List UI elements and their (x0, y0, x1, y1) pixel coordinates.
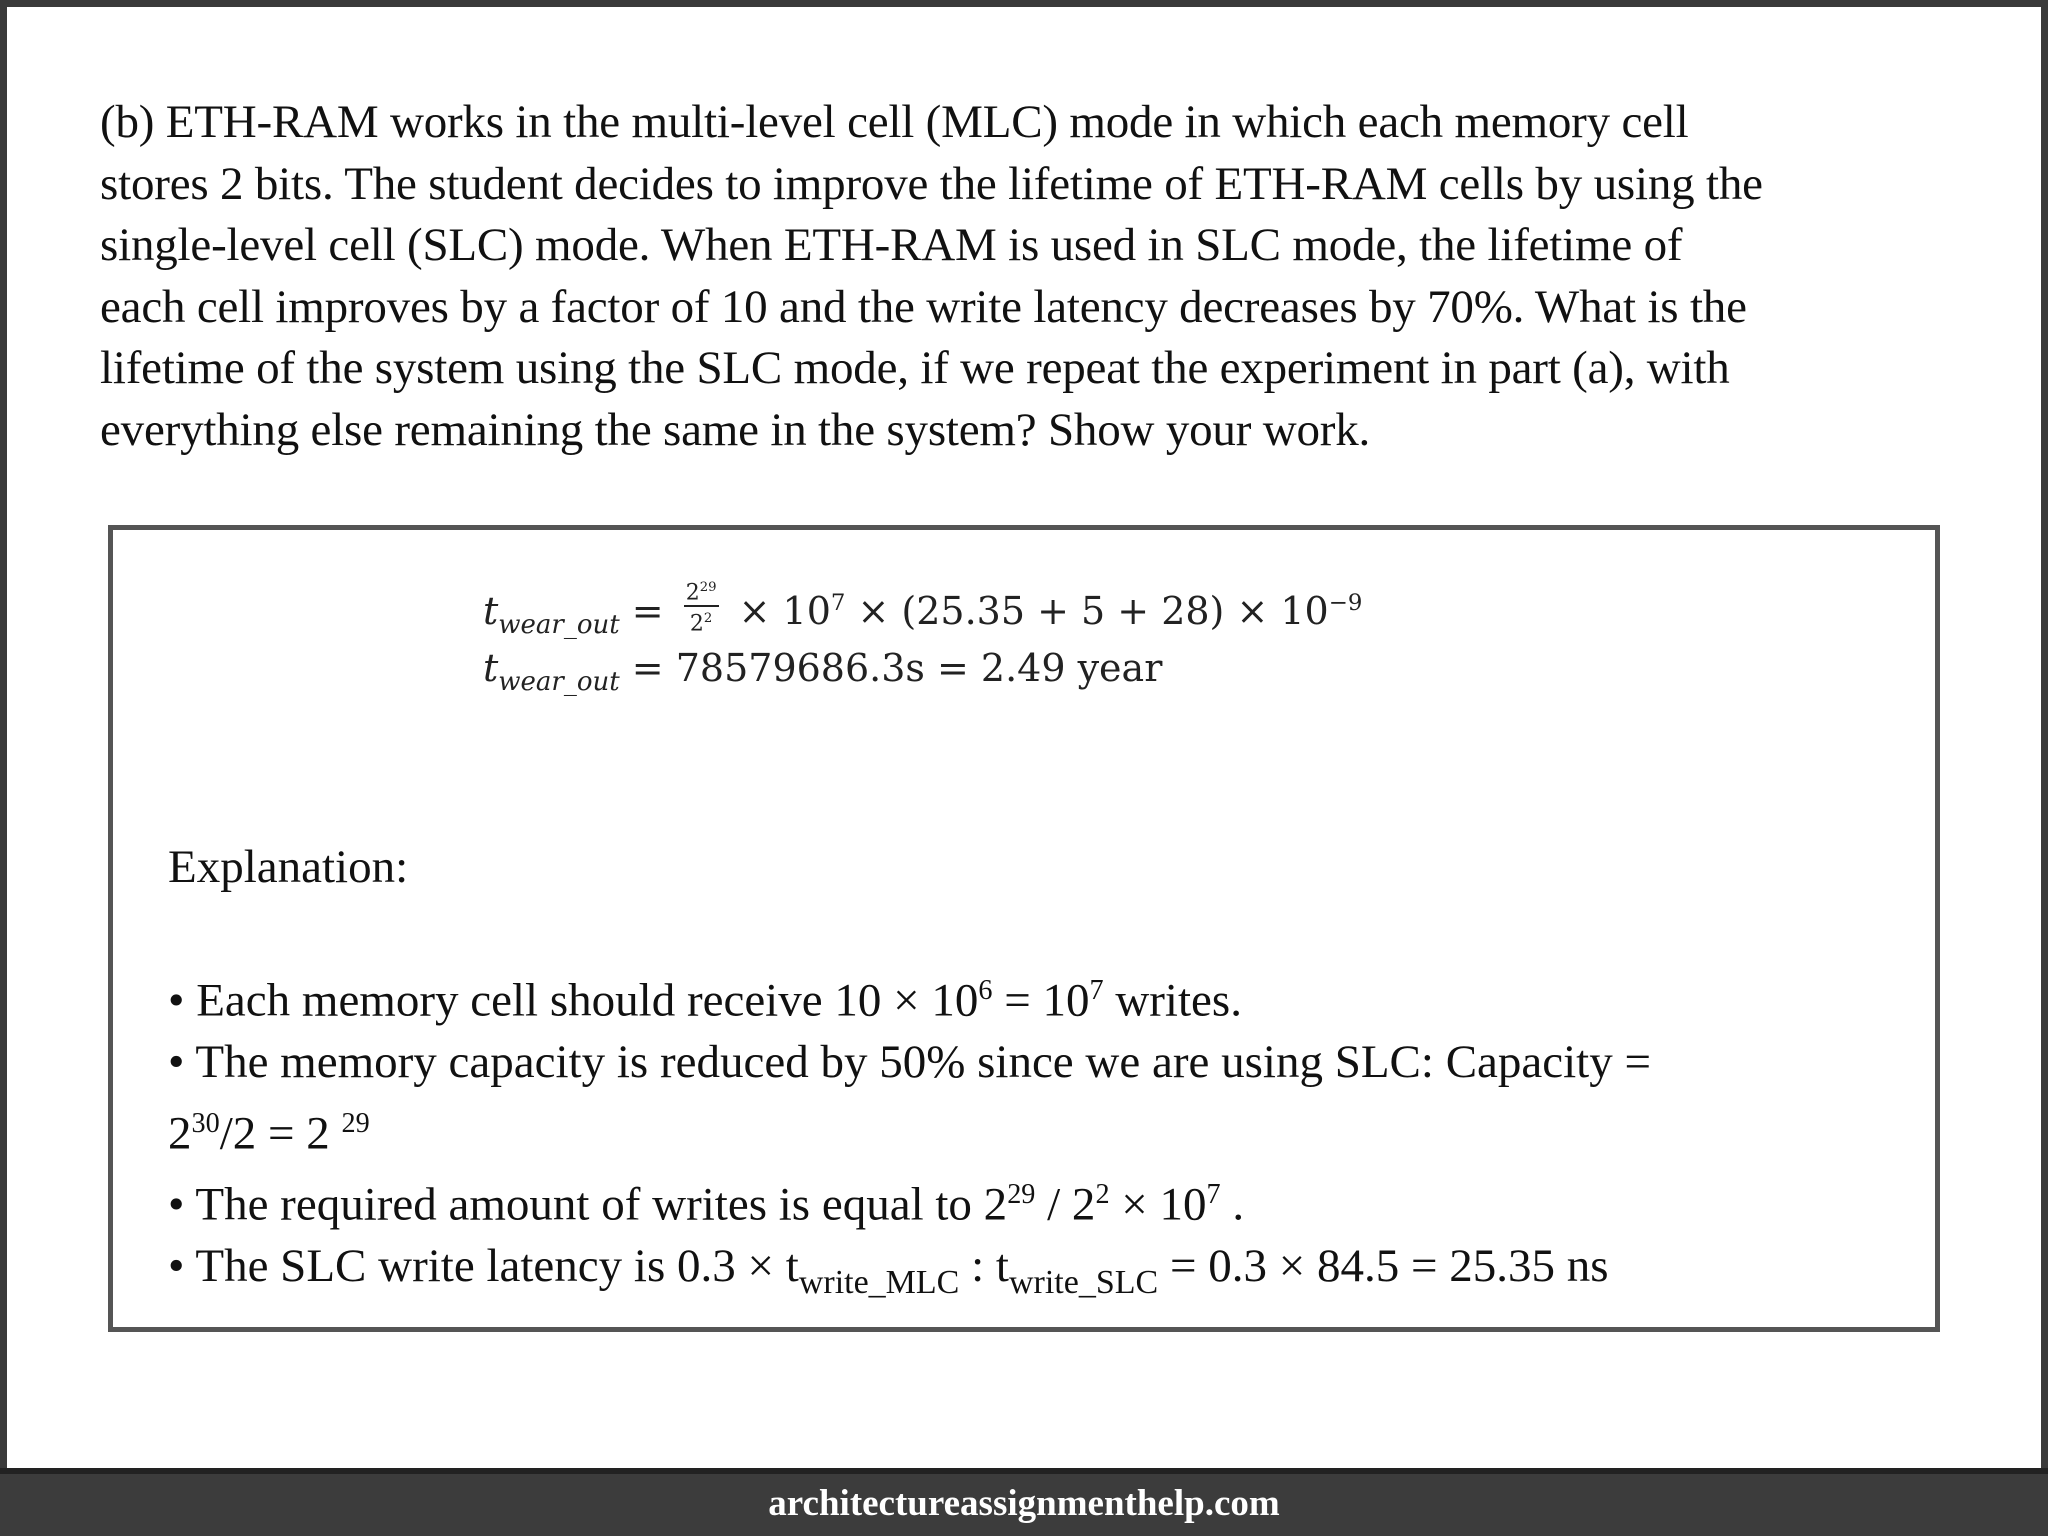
list-item: • The memory capacity is reduced by 50% since we are using SLC: Capacity = (168, 1035, 1652, 1088)
fraction: $\frac{2^{29}}{2^2}$ (684, 576, 719, 637)
question-text (100, 92, 1980, 461)
equation-line-1: $t_{wear\_out}$ = $\frac{2^{29}}{2^2}$ × $10^7 \times (25.35 + 5 + 28) \times 10^{-9}$ (483, 584, 1362, 645)
equation-block (483, 570, 1483, 697)
equation-line-2: $t_{wear\_out} = 78579686.3s = 2.49$ year (483, 646, 1163, 697)
list-item: • The required amount of writes is equal to $2^{29} / 2^2 \times 10^7$ . (168, 1178, 1245, 1231)
footer-site: architectureassignmenthelp.com (0, 1468, 2048, 1536)
explanation-title: Explanation: (168, 841, 409, 893)
list-item: • Each memory cell should receive $10 \times 10^6 = 10^7$ writes. (168, 974, 1242, 1027)
answer-box (108, 525, 1940, 1332)
list-item-continuation: $2^{30}/2 = 2$ $^{29}$ (168, 1107, 370, 1160)
explanation-list (168, 960, 1908, 1301)
list-item: • The SLC write latency is $0.3 \times t_{write\_MLC}$ : $t_{write\_SLC} = 0.3 \times 84.5 = 25.35$ ns (168, 1239, 1609, 1301)
question-line: single-level cell (SLC) mode. When ETH-RAM is used in SLC mode, the lifetime of (100, 219, 1683, 271)
question-line: lifetime of the system using the SLC mode, if we repeat the experiment in part (a), with (100, 342, 1730, 394)
question-line: everything else remaining the same in the system? Show your work. (100, 403, 1371, 456)
question-line: stores 2 bits. The student decides to improve the lifetime of ETH-RAM cells by using the (100, 157, 1763, 210)
question-line: (b) ETH-RAM works in the multi-level cell (MLC) mode in which each memory cell (100, 96, 1689, 148)
question-line: each cell improves by a factor of 10 and the write latency decreases by 70%. What is the (100, 280, 1747, 333)
